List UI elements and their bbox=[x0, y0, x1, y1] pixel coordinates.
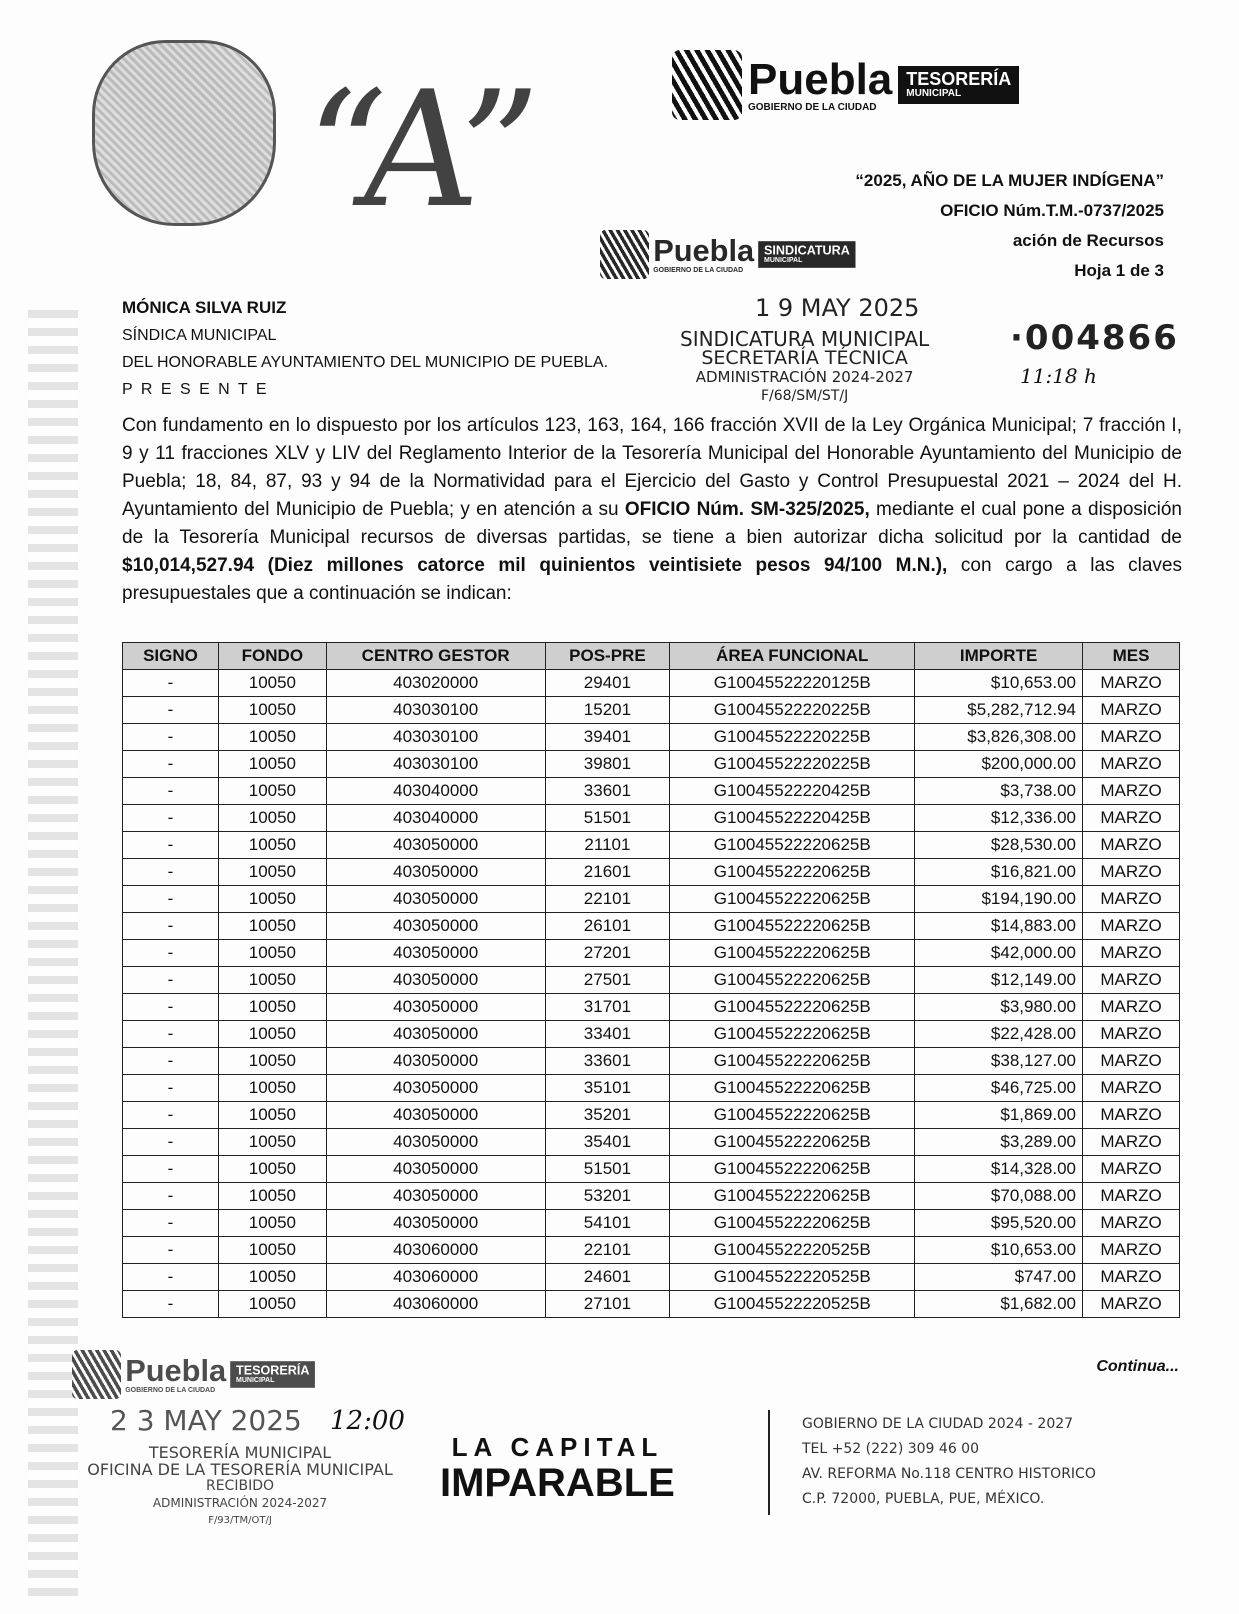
table-cell: $42,000.00 bbox=[915, 940, 1083, 967]
table-cell: $5,282,712.94 bbox=[915, 697, 1083, 724]
table-cell: MARZO bbox=[1083, 1183, 1180, 1210]
stamp-line: SECRETARÍA TÉCNICA bbox=[701, 347, 908, 369]
table-cell: - bbox=[123, 670, 219, 697]
handwritten-time: 11:18 h bbox=[1020, 364, 1097, 388]
table-cell: 39401 bbox=[545, 724, 670, 751]
table-cell: 403060000 bbox=[326, 1237, 545, 1264]
handwritten-time: 12:00 bbox=[330, 1406, 405, 1436]
table-cell: - bbox=[123, 697, 219, 724]
table-cell: 15201 bbox=[545, 697, 670, 724]
table-cell: 39801 bbox=[545, 751, 670, 778]
table-cell: G10045522220425B bbox=[670, 805, 915, 832]
table-cell: MARZO bbox=[1083, 1129, 1180, 1156]
table-cell: G10045522220425B bbox=[670, 778, 915, 805]
table-row bbox=[123, 778, 1180, 805]
table-cell: 10050 bbox=[218, 697, 326, 724]
folio-number: ·004866 bbox=[1010, 318, 1179, 358]
table-cell: - bbox=[123, 994, 219, 1021]
table-cell: G10045522220225B bbox=[670, 697, 915, 724]
table-cell: 403040000 bbox=[326, 778, 545, 805]
table-cell: $28,530.00 bbox=[915, 832, 1083, 859]
table-cell: $16,821.00 bbox=[915, 859, 1083, 886]
table-cell: 403030100 bbox=[326, 724, 545, 751]
table-cell: $14,328.00 bbox=[915, 1156, 1083, 1183]
table-row bbox=[123, 913, 1180, 940]
table-cell: 403050000 bbox=[326, 994, 545, 1021]
table-row bbox=[123, 1210, 1180, 1237]
table-cell: G10045522220625B bbox=[670, 1210, 915, 1237]
table-cell: - bbox=[123, 751, 219, 778]
table-cell: 35401 bbox=[545, 1129, 670, 1156]
table-cell: 403050000 bbox=[326, 1210, 545, 1237]
table-cell: $95,520.00 bbox=[915, 1210, 1083, 1237]
table-cell: 10050 bbox=[218, 724, 326, 751]
table-cell: - bbox=[123, 1129, 219, 1156]
table-cell: G10045522220625B bbox=[670, 1102, 915, 1129]
table-cell: - bbox=[123, 1264, 219, 1291]
table-cell: 403020000 bbox=[326, 670, 545, 697]
stamp-line: RECIBIDO bbox=[205, 1478, 274, 1494]
table-cell: $22,428.00 bbox=[915, 1021, 1083, 1048]
table-cell: MARZO bbox=[1083, 778, 1180, 805]
table-cell: MARZO bbox=[1083, 751, 1180, 778]
table-cell: MARZO bbox=[1083, 697, 1180, 724]
table-cell: - bbox=[123, 1048, 219, 1075]
table-cell: 403050000 bbox=[326, 1021, 545, 1048]
table-cell: 403050000 bbox=[326, 940, 545, 967]
footer-line: C.P. 72000, PUEBLA, PUE, MÉXICO. bbox=[802, 1491, 1045, 1507]
table-cell: - bbox=[123, 1291, 219, 1318]
table-cell: 403060000 bbox=[326, 1264, 545, 1291]
table-cell: 10050 bbox=[218, 805, 326, 832]
slogan-logo bbox=[440, 1432, 675, 1503]
logo-sub: GOBIERNO DE LA CIUDAD bbox=[653, 266, 744, 274]
received-date-stamp: 2 3 MAY 2025 bbox=[110, 1404, 302, 1437]
addressee-name: MÓNICA SILVA RUIZ bbox=[122, 298, 287, 317]
table-cell: G10045522220625B bbox=[670, 1021, 915, 1048]
puebla-emblem-icon bbox=[672, 50, 742, 120]
logo-box-title: SINDICATURA bbox=[763, 243, 850, 258]
table-cell: 10050 bbox=[218, 994, 326, 1021]
table-cell: - bbox=[123, 1237, 219, 1264]
table-cell: 10050 bbox=[218, 913, 326, 940]
table-cell: MARZO bbox=[1083, 670, 1180, 697]
table-cell: G10045522220625B bbox=[670, 1129, 915, 1156]
table-cell: 26101 bbox=[545, 913, 670, 940]
table-cell: 21101 bbox=[545, 832, 670, 859]
table-cell: MARZO bbox=[1083, 1048, 1180, 1075]
footer-line: GOBIERNO DE LA CIUDAD 2024 - 2027 bbox=[802, 1416, 1074, 1432]
table-row bbox=[123, 1264, 1180, 1291]
table-cell: 403050000 bbox=[326, 859, 545, 886]
table-row bbox=[123, 1291, 1180, 1318]
table-cell: - bbox=[123, 940, 219, 967]
addressee-block bbox=[122, 294, 608, 403]
table-cell: MARZO bbox=[1083, 1237, 1180, 1264]
table-cell: $747.00 bbox=[915, 1264, 1083, 1291]
column-header: SIGNO bbox=[123, 643, 219, 670]
table-cell: MARZO bbox=[1083, 1102, 1180, 1129]
table-cell: 10050 bbox=[218, 1264, 326, 1291]
table-cell: - bbox=[123, 1210, 219, 1237]
table-cell: MARZO bbox=[1083, 1210, 1180, 1237]
table-cell: 10050 bbox=[218, 670, 326, 697]
footer-phone: TEL +52 (222) 309 46 00 bbox=[802, 1441, 979, 1457]
handwritten-letter: “A” bbox=[286, 56, 549, 243]
table-cell: 29401 bbox=[545, 670, 670, 697]
logo-sub: GOBIERNO DE LA CIUDAD bbox=[748, 101, 877, 113]
table-cell: 24601 bbox=[545, 1264, 670, 1291]
table-cell: 403030100 bbox=[326, 751, 545, 778]
body-text: mediante el cual pone a disposición de la Tesorería Municipal recursos de diversas partidas, se tiene a bien autorizar dicha solicitud por la cantidad de bbox=[122, 499, 1182, 548]
footer-divider bbox=[768, 1410, 770, 1515]
table-row bbox=[123, 967, 1180, 994]
table-cell: 33401 bbox=[545, 1021, 670, 1048]
table-cell: MARZO bbox=[1083, 886, 1180, 913]
table-cell: 403050000 bbox=[326, 1129, 545, 1156]
table-cell: 403050000 bbox=[326, 967, 545, 994]
stamp-line: OFICINA DE LA TESORERÍA MUNICIPAL bbox=[87, 1460, 393, 1479]
table-cell: MARZO bbox=[1083, 1264, 1180, 1291]
table-cell: 10050 bbox=[218, 1048, 326, 1075]
table-cell: G10045522220625B bbox=[670, 967, 915, 994]
slogan-line1: LA CAPITAL bbox=[451, 1432, 664, 1462]
table-cell: 10050 bbox=[218, 778, 326, 805]
tesoreria-received-stamp bbox=[65, 1444, 415, 1529]
table-cell: 27101 bbox=[545, 1291, 670, 1318]
table-cell: 10050 bbox=[218, 1210, 326, 1237]
table-cell: G10045522220625B bbox=[670, 940, 915, 967]
puebla-emblem-icon bbox=[600, 230, 649, 279]
table-cell: 21601 bbox=[545, 859, 670, 886]
table-cell: G10045522220625B bbox=[670, 913, 915, 940]
table-cell: - bbox=[123, 1183, 219, 1210]
table-cell: - bbox=[123, 967, 219, 994]
logo-box bbox=[758, 241, 855, 267]
table-cell: - bbox=[123, 805, 219, 832]
table-cell: MARZO bbox=[1083, 1075, 1180, 1102]
addressee-title: SÍNDICA MUNICIPAL bbox=[122, 327, 277, 344]
table-cell: $3,289.00 bbox=[915, 1129, 1083, 1156]
table-row bbox=[123, 940, 1180, 967]
logo-box-title: TESORERÍA bbox=[906, 69, 1012, 90]
table-cell: G10045522220625B bbox=[670, 1156, 915, 1183]
oficio-reference: OFICIO Núm. SM-325/2025, bbox=[624, 499, 870, 520]
table-cell: G10045522220525B bbox=[670, 1237, 915, 1264]
continua-label: Continua... bbox=[1096, 1358, 1179, 1375]
table-cell: 10050 bbox=[218, 1021, 326, 1048]
table-cell: - bbox=[123, 778, 219, 805]
table-cell: 22101 bbox=[545, 886, 670, 913]
body-text: Con fundamento en lo dispuesto por los artículos 123, 163, 164, 166 fracción XVII de la Ley Orgánica Municipal; 7 fracción I, 9 y 11 fracciones XLV y LIV del Reglamento Interior de la Tesorería Municipal del Honorable Ayuntamiento del Municipio de Puebla; 18, 84, 87, 93 y 94 de la Normatividad para el Ejercicio del Gasto y Control Presupuestal 2021 – 2024 del H. Ayuntamiento del Municipio de Puebla; y en atención a su bbox=[122, 415, 1182, 520]
logo-box bbox=[230, 1361, 315, 1387]
table-row bbox=[123, 1075, 1180, 1102]
stamp-line: TESORERÍA MUNICIPAL bbox=[148, 1443, 332, 1462]
table-cell: - bbox=[123, 1102, 219, 1129]
table-cell: - bbox=[123, 859, 219, 886]
table-cell: 403050000 bbox=[326, 886, 545, 913]
stamp-line: ADMINISTRACIÓN 2024-2027 bbox=[695, 368, 914, 386]
table-cell: MARZO bbox=[1083, 1156, 1180, 1183]
table-row bbox=[123, 670, 1180, 697]
body-paragraph bbox=[122, 412, 1182, 608]
table-row bbox=[123, 1048, 1180, 1075]
footer-address bbox=[802, 1412, 1096, 1512]
header-info bbox=[855, 166, 1164, 286]
footer-line: AV. REFORMA No.118 CENTRO HISTORICO bbox=[802, 1466, 1096, 1482]
column-header: ÁREA FUNCIONAL bbox=[670, 643, 915, 670]
column-header: IMPORTE bbox=[915, 643, 1083, 670]
table-cell: 403050000 bbox=[326, 1156, 545, 1183]
table-cell: $38,127.00 bbox=[915, 1048, 1083, 1075]
table-cell: 33601 bbox=[545, 778, 670, 805]
table-cell: - bbox=[123, 724, 219, 751]
total-amount: $10,014,527.94 (Diez millones catorce mil quinientos veintisiete pesos 94/100 M.N.), bbox=[122, 555, 948, 576]
table-cell: G10045522220625B bbox=[670, 886, 915, 913]
table-cell: MARZO bbox=[1083, 940, 1180, 967]
decorative-border bbox=[28, 310, 78, 1600]
body-text: con cargo a las claves presupuestales que a continuación se indican: bbox=[122, 555, 1182, 604]
table-row bbox=[123, 1129, 1180, 1156]
table-cell: G10045522220125B bbox=[670, 670, 915, 697]
table-cell: - bbox=[123, 1075, 219, 1102]
logo-word: Puebla bbox=[653, 233, 755, 268]
table-cell: $1,682.00 bbox=[915, 1291, 1083, 1318]
table-cell: - bbox=[123, 1021, 219, 1048]
table-cell: - bbox=[123, 913, 219, 940]
column-header: CENTRO GESTOR bbox=[326, 643, 545, 670]
table-cell: $3,980.00 bbox=[915, 994, 1083, 1021]
logo-box-sub: MUNICIPAL bbox=[763, 256, 803, 265]
table-cell: 10050 bbox=[218, 967, 326, 994]
table-cell: G10045522220625B bbox=[670, 994, 915, 1021]
logo-box-title: TESORERÍA bbox=[235, 1363, 310, 1378]
table-cell: $1,869.00 bbox=[915, 1102, 1083, 1129]
table-cell: 10050 bbox=[218, 1129, 326, 1156]
table-cell: $200,000.00 bbox=[915, 751, 1083, 778]
table-cell: G10045522220625B bbox=[670, 1048, 915, 1075]
slogan-line2: IMPARABLE bbox=[440, 1461, 675, 1505]
table-cell: G10045522220525B bbox=[670, 1291, 915, 1318]
sindicatura-stamp-logo bbox=[600, 230, 855, 279]
table-cell: $12,149.00 bbox=[915, 967, 1083, 994]
table-cell: 53201 bbox=[545, 1183, 670, 1210]
logo-sub: GOBIERNO DE LA CIUDAD bbox=[125, 1386, 216, 1394]
logo-word: Puebla bbox=[748, 54, 893, 104]
logo-box-sub: MUNICIPAL bbox=[906, 88, 962, 100]
table-cell: - bbox=[123, 886, 219, 913]
table-cell: 33601 bbox=[545, 1048, 670, 1075]
table-row bbox=[123, 1156, 1180, 1183]
table-cell: MARZO bbox=[1083, 724, 1180, 751]
table-row bbox=[123, 1237, 1180, 1264]
table-cell: 31701 bbox=[545, 994, 670, 1021]
table-cell: MARZO bbox=[1083, 832, 1180, 859]
table-row bbox=[123, 724, 1180, 751]
table-cell: G10045522220525B bbox=[670, 1264, 915, 1291]
received-date-stamp: 1 9 MAY 2025 bbox=[755, 294, 920, 322]
table-cell: 403050000 bbox=[326, 1183, 545, 1210]
table-cell: - bbox=[123, 832, 219, 859]
logo-box bbox=[898, 66, 1019, 103]
municipal-crest-logo bbox=[92, 40, 276, 226]
table-cell: G10045522220625B bbox=[670, 1075, 915, 1102]
column-header: MES bbox=[1083, 643, 1180, 670]
table-cell: 10050 bbox=[218, 1156, 326, 1183]
oficio-number: OFICIO Núm.T.M.-0737/2025 bbox=[940, 201, 1164, 220]
table-cell: MARZO bbox=[1083, 994, 1180, 1021]
motto: “2025, AÑO DE LA MUJER INDÍGENA” bbox=[855, 171, 1164, 190]
sheet-number: Hoja 1 de 3 bbox=[1074, 261, 1164, 280]
column-header: FONDO bbox=[218, 643, 326, 670]
logo-box-sub: MUNICIPAL bbox=[235, 1376, 275, 1385]
presente: P R E S E N T E bbox=[122, 381, 269, 398]
table-cell: $10,653.00 bbox=[915, 670, 1083, 697]
stamp-line: ADMINISTRACIÓN 2024-2027 bbox=[152, 1496, 328, 1510]
tesoreria-stamp-logo bbox=[72, 1350, 315, 1399]
table-cell: 403050000 bbox=[326, 1048, 545, 1075]
table-cell: 10050 bbox=[218, 886, 326, 913]
table-cell: 10050 bbox=[218, 751, 326, 778]
table-cell: $46,725.00 bbox=[915, 1075, 1083, 1102]
table-cell: MARZO bbox=[1083, 805, 1180, 832]
table-cell: 27501 bbox=[545, 967, 670, 994]
table-cell: MARZO bbox=[1083, 913, 1180, 940]
table-cell: 35101 bbox=[545, 1075, 670, 1102]
table-row bbox=[123, 1021, 1180, 1048]
puebla-emblem-icon bbox=[72, 1350, 121, 1399]
table-cell: 10050 bbox=[218, 859, 326, 886]
table-cell: 10050 bbox=[218, 1237, 326, 1264]
table-cell: 51501 bbox=[545, 805, 670, 832]
table-row bbox=[123, 1183, 1180, 1210]
table-cell: 403050000 bbox=[326, 1102, 545, 1129]
sindicatura-stamp bbox=[680, 327, 930, 406]
table-cell: G10045522220625B bbox=[670, 1183, 915, 1210]
table-cell: MARZO bbox=[1083, 1021, 1180, 1048]
table-header-row bbox=[123, 643, 1180, 670]
table-cell: $70,088.00 bbox=[915, 1183, 1083, 1210]
table-cell: 51501 bbox=[545, 1156, 670, 1183]
table-cell: 10050 bbox=[218, 832, 326, 859]
column-header: POS-PRE bbox=[545, 643, 670, 670]
table-cell: MARZO bbox=[1083, 967, 1180, 994]
table-cell: 403050000 bbox=[326, 832, 545, 859]
table-cell: 10050 bbox=[218, 940, 326, 967]
logo-word: Puebla bbox=[125, 1353, 227, 1388]
table-cell: 22101 bbox=[545, 1237, 670, 1264]
table-cell: G10045522220625B bbox=[670, 859, 915, 886]
table-cell: 403040000 bbox=[326, 805, 545, 832]
table-cell: $3,738.00 bbox=[915, 778, 1083, 805]
stamp-line: F/93/TM/OT/J bbox=[208, 1515, 272, 1526]
table-cell: 27201 bbox=[545, 940, 670, 967]
table-cell: 54101 bbox=[545, 1210, 670, 1237]
budget-table bbox=[122, 642, 1180, 1318]
table-cell: 10050 bbox=[218, 1075, 326, 1102]
table-cell: - bbox=[123, 1156, 219, 1183]
table-cell: $12,336.00 bbox=[915, 805, 1083, 832]
subject: ación de Recursos bbox=[1012, 231, 1164, 250]
table-cell: $3,826,308.00 bbox=[915, 724, 1083, 751]
addressee-org: DEL HONORABLE AYUNTAMIENTO DEL MUNICIPIO DE PUEBLA. bbox=[122, 354, 609, 371]
table-cell: $14,883.00 bbox=[915, 913, 1083, 940]
table-row bbox=[123, 994, 1180, 1021]
table-row bbox=[123, 859, 1180, 886]
table-cell: $194,190.00 bbox=[915, 886, 1083, 913]
table-cell: MARZO bbox=[1083, 859, 1180, 886]
table-cell: G10045522220625B bbox=[670, 832, 915, 859]
table-cell: MARZO bbox=[1083, 1291, 1180, 1318]
table-cell: 403030100 bbox=[326, 697, 545, 724]
table-row bbox=[123, 697, 1180, 724]
table-cell: 10050 bbox=[218, 1183, 326, 1210]
table-cell: G10045522220225B bbox=[670, 724, 915, 751]
puebla-tesoreria-logo bbox=[672, 50, 1019, 120]
table-cell: 10050 bbox=[218, 1102, 326, 1129]
table-cell: 403050000 bbox=[326, 1075, 545, 1102]
table-row bbox=[123, 805, 1180, 832]
stamp-line: F/68/SM/ST/J bbox=[760, 388, 849, 404]
table-cell: 35201 bbox=[545, 1102, 670, 1129]
table-row bbox=[123, 1102, 1180, 1129]
table-cell: $10,653.00 bbox=[915, 1237, 1083, 1264]
table-cell: 403060000 bbox=[326, 1291, 545, 1318]
stamp-line: SINDICATURA MUNICIPAL bbox=[680, 327, 930, 351]
table-row bbox=[123, 886, 1180, 913]
table-row bbox=[123, 751, 1180, 778]
table-cell: 10050 bbox=[218, 1291, 326, 1318]
table-cell: 403050000 bbox=[326, 913, 545, 940]
table-cell: G10045522220225B bbox=[670, 751, 915, 778]
table-row bbox=[123, 832, 1180, 859]
